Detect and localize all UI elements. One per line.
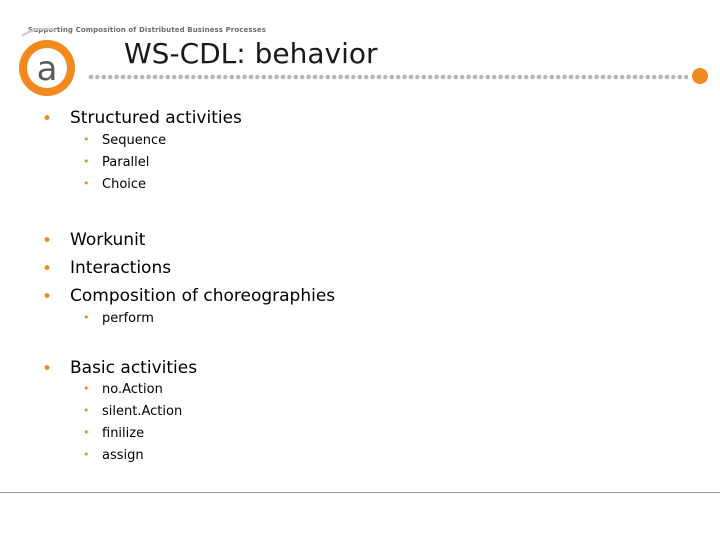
- sub-bullet-item: [83, 311, 154, 326]
- sub-bullet-item: [83, 404, 183, 419]
- sub-bullet-dot-icon: •: [83, 404, 90, 417]
- sub-bullet-item: [83, 155, 150, 170]
- logo-letter: a: [36, 49, 58, 89]
- sub-bullet-dot-icon: •: [83, 448, 90, 461]
- bullet-dot-icon: •: [42, 259, 53, 279]
- sub-bullet-dot-icon: •: [83, 311, 90, 324]
- sub-bullet-dot-icon: •: [83, 155, 90, 168]
- sub-bullet-item: [83, 426, 145, 441]
- bullet-dot-icon: •: [42, 109, 53, 129]
- bullet-text: Basic activities: [70, 358, 198, 378]
- slide-title: WS-CDL: behavior: [124, 37, 378, 70]
- sub-bullet-dot-icon: •: [83, 133, 90, 146]
- sub-bullet-text: finilize: [102, 426, 145, 441]
- sub-bullet-dot-icon: •: [83, 382, 90, 395]
- sub-bullet-item: [83, 382, 163, 397]
- sub-bullet-dot-icon: •: [83, 426, 90, 439]
- sub-bullet-text: Choice: [102, 177, 147, 192]
- sub-bullet-text: perform: [102, 311, 154, 326]
- sub-bullet-item: [83, 133, 167, 148]
- bullet-dot-icon: •: [42, 359, 53, 379]
- bullet-item: [42, 258, 172, 279]
- bullet-item: [42, 286, 336, 307]
- sub-bullet-item: [83, 177, 147, 192]
- sub-bullet-text: no.Action: [102, 382, 163, 397]
- bullet-text: Workunit: [70, 230, 146, 250]
- sub-bullet-text: silent.Action: [102, 404, 183, 419]
- bullet-item: [42, 230, 146, 251]
- bullet-dot-icon: •: [42, 287, 53, 307]
- sub-bullet-item: [83, 448, 144, 463]
- bullet-item: [42, 358, 198, 379]
- bullet-item: [42, 108, 242, 129]
- footer-divider: [0, 492, 720, 493]
- sub-bullet-text: Parallel: [102, 155, 150, 170]
- bullet-text: Structured activities: [70, 108, 242, 128]
- bullet-text: Interactions: [70, 258, 172, 278]
- bullet-dot-icon: •: [42, 231, 53, 251]
- sub-bullet-text: Sequence: [102, 133, 167, 148]
- sub-bullet-dot-icon: •: [83, 177, 90, 190]
- sub-bullet-text: assign: [102, 448, 144, 463]
- bullet-text: Composition of choreographies: [70, 286, 336, 306]
- header-tagline: Supporting Composition of Distributed Business Processes: [28, 26, 267, 34]
